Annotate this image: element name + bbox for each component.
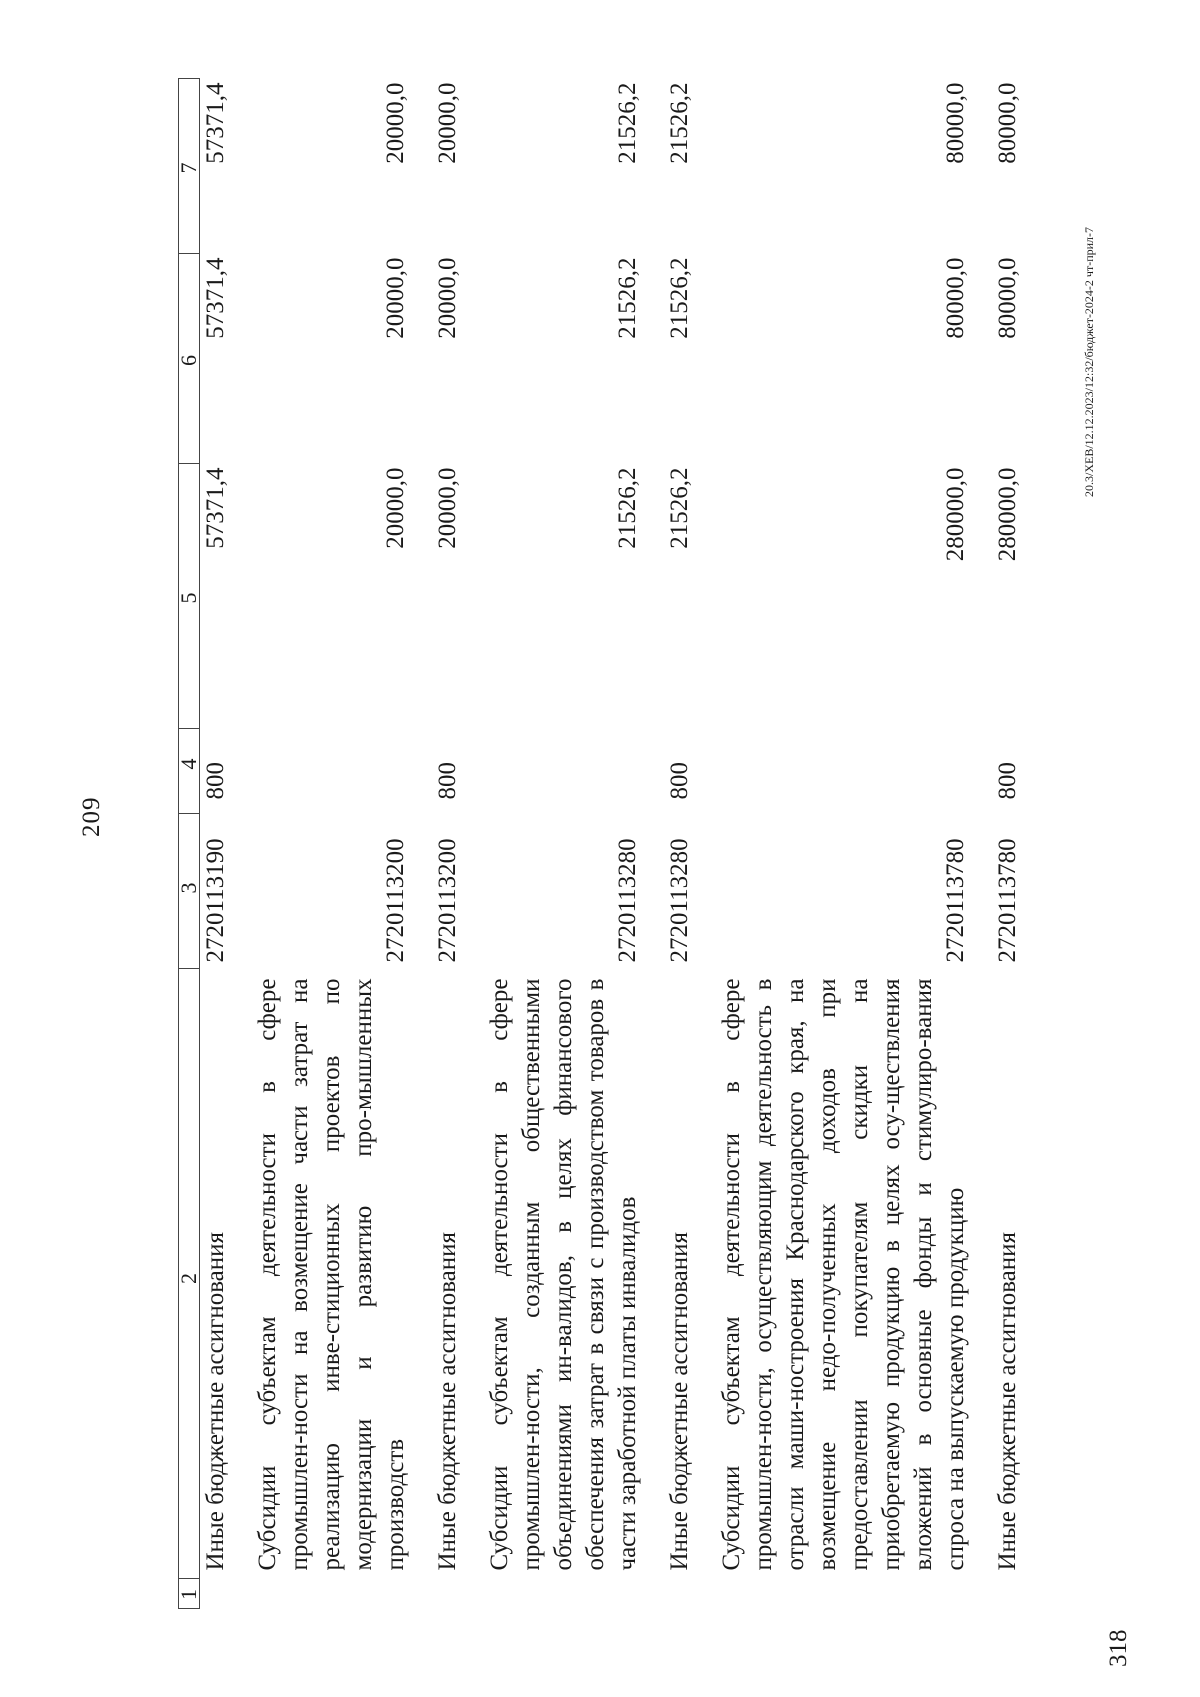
row-value-5: 20000,0 <box>434 467 461 549</box>
table-row <box>992 79 1024 1609</box>
row-value-6: 80000,0 <box>942 257 969 339</box>
table-row <box>432 79 464 1609</box>
table-row <box>484 79 644 1609</box>
row-code: 2720113780 <box>994 838 1021 963</box>
header-col-2: 2 <box>179 969 200 1579</box>
table-row <box>664 79 696 1609</box>
row-code: 2720113200 <box>434 838 461 963</box>
row-value-5: 280000,0 <box>994 467 1021 562</box>
budget-table <box>178 78 1024 1609</box>
row-code: 2720113780 <box>942 838 969 963</box>
table-header-row <box>179 79 200 1609</box>
row-type: 800 <box>202 762 229 800</box>
header-col-5: 5 <box>179 464 200 729</box>
row-name: Иные бюджетные ассигнования <box>994 1231 1021 1571</box>
row-code: 2720113280 <box>666 838 693 963</box>
row-value-6: 20000,0 <box>382 257 409 339</box>
row-type: 800 <box>666 762 693 800</box>
sheet-number: 318 <box>1105 1629 1132 1667</box>
row-value-6: 57371,4 <box>202 257 229 339</box>
row-value-5: 21526,2 <box>666 467 693 549</box>
row-value-6: 20000,0 <box>434 257 461 339</box>
table-row <box>252 79 412 1609</box>
row-name: Иные бюджетные ассигнования <box>202 1231 229 1571</box>
row-name: Субсидии субъектам деятельности в сфере промышлен-ности на возмещение части затрат на реализацию инве-стиционных проектов по модернизации и развитию про-мышленных производств <box>254 978 409 1571</box>
row-type <box>716 729 972 814</box>
row-value-7: 21526,2 <box>666 82 693 164</box>
row-code: 2720113200 <box>382 838 409 963</box>
header-col-6: 6 <box>179 254 200 464</box>
row-value-7: 20000,0 <box>382 82 409 164</box>
row-value-7: 20000,0 <box>434 82 461 164</box>
row-value-5: 20000,0 <box>382 467 409 549</box>
row-value-6: 21526,2 <box>614 257 641 339</box>
row-value-7: 57371,4 <box>202 82 229 164</box>
row-value-5: 57371,4 <box>202 467 229 549</box>
row-name: Иные бюджетные ассигнования <box>434 1231 461 1571</box>
header-col-1: 1 <box>179 1579 200 1609</box>
row-name: Субсидии субъектам деятельности в сфере промышлен-ности, созданным общественными объединениями ин-валидов, в целях финансового обеспечения затрат в связи с производством товаров в части заработной платы инвалидов <box>486 978 641 1571</box>
row-name: Субсидии субъектам деятельности в сфере промышлен-ности, осуществляющим деятельность в отрасли маши-ностроения Краснодарского края, на возмещение недо-полученных доходов при предоставлении покупателям скидки на приобретаемую продукцию в целях осу-ществления вложений в основные фонды и стимулиро-вания спроса на выпускаемую продукцию <box>718 978 969 1571</box>
row-type <box>252 729 412 814</box>
row-value-7: 80000,0 <box>994 82 1021 164</box>
row-name: Иные бюджетные ассигнования <box>666 1231 693 1571</box>
row-code: 2720113280 <box>614 838 641 963</box>
header-col-7: 7 <box>179 79 200 254</box>
row-type: 800 <box>434 762 461 800</box>
document-code: 20.3/XEB/12.12.2023/12:32/бюджет-2024-2 чт-прил-7 <box>1082 226 1096 497</box>
row-value-7: 80000,0 <box>942 82 969 164</box>
row-type: 800 <box>994 762 1021 800</box>
row-value-5: 21526,2 <box>614 467 641 549</box>
row-type <box>484 729 644 814</box>
row-value-6: 80000,0 <box>994 257 1021 339</box>
row-value-7: 21526,2 <box>614 82 641 164</box>
header-col-3: 3 <box>179 814 200 969</box>
row-value-5: 280000,0 <box>942 467 969 562</box>
table-row <box>200 79 233 1609</box>
page-number: 209 <box>78 796 105 837</box>
row-code: 2720113190 <box>202 838 229 963</box>
header-col-4: 4 <box>179 729 200 814</box>
row-value-6: 21526,2 <box>666 257 693 339</box>
table-row <box>716 79 972 1609</box>
